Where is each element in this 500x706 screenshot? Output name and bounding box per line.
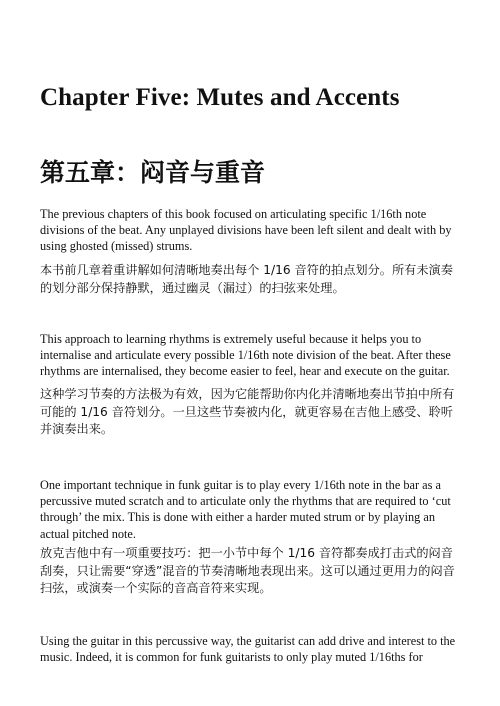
paragraph-3-english: One important technique in funk guitar is to play every 1/16th note in the bar as a percussive muted scratch and to articulate only the rhythms that are required to ‘cut through’ the mix. This is done with either a harder muted strum or by playing an actual pitched note.: [40, 478, 451, 541]
paragraph-3-chinese: 放克吉他中有一项重要技巧：把一小节中每个 1/16 音符都奏成打击式的闷音刮奏，只让需要“穿透”混音的节奏清晰地表现出来。这可以通过更用力的闷音扫弦，或演奏一个实际的音高音符来实现。: [40, 546, 455, 595]
paragraph-1-chinese: 本书前几章着重讲解如何清晰地奏出每个 1/16 音符的拍点划分。所有未演奏的划分部分保持静默，通过幽灵（漏过）的扫弦来处理。: [40, 263, 453, 295]
paragraph-1-english: The previous chapters of this book focused on articulating specific 1/16th note divisions of the beat. Any unplayed divisions have been left silent and dealt with by using ghosted (missed) strums.: [40, 207, 452, 254]
chapter-title-chinese: 第五章：闷音与重音: [40, 158, 266, 187]
chapter-title-english: Chapter Five: Mutes and Accents: [40, 84, 400, 111]
paragraph-2-english: This approach to learning rhythms is extremely useful because it helps you to internalise and articulate every possible 1/16th note division of the beat. After these rhythms are internalised, they become easier to feel, hear and execute on the guitar.: [40, 332, 451, 379]
paragraph-4-english: Using the guitar in this percussive way, the guitarist can add drive and interest to the music. Indeed, it is common for funk guitarists to only play muted 1/16ths for: [40, 634, 456, 665]
paragraph-2-chinese: 这种学习节奏的方法极为有效，因为它能帮助你内化并清晰地奏出节拍中所有可能的 1/16 音符划分。一旦这些节奏被内化，就更容易在吉他上感受、聆听并演奏出来。: [40, 387, 455, 436]
